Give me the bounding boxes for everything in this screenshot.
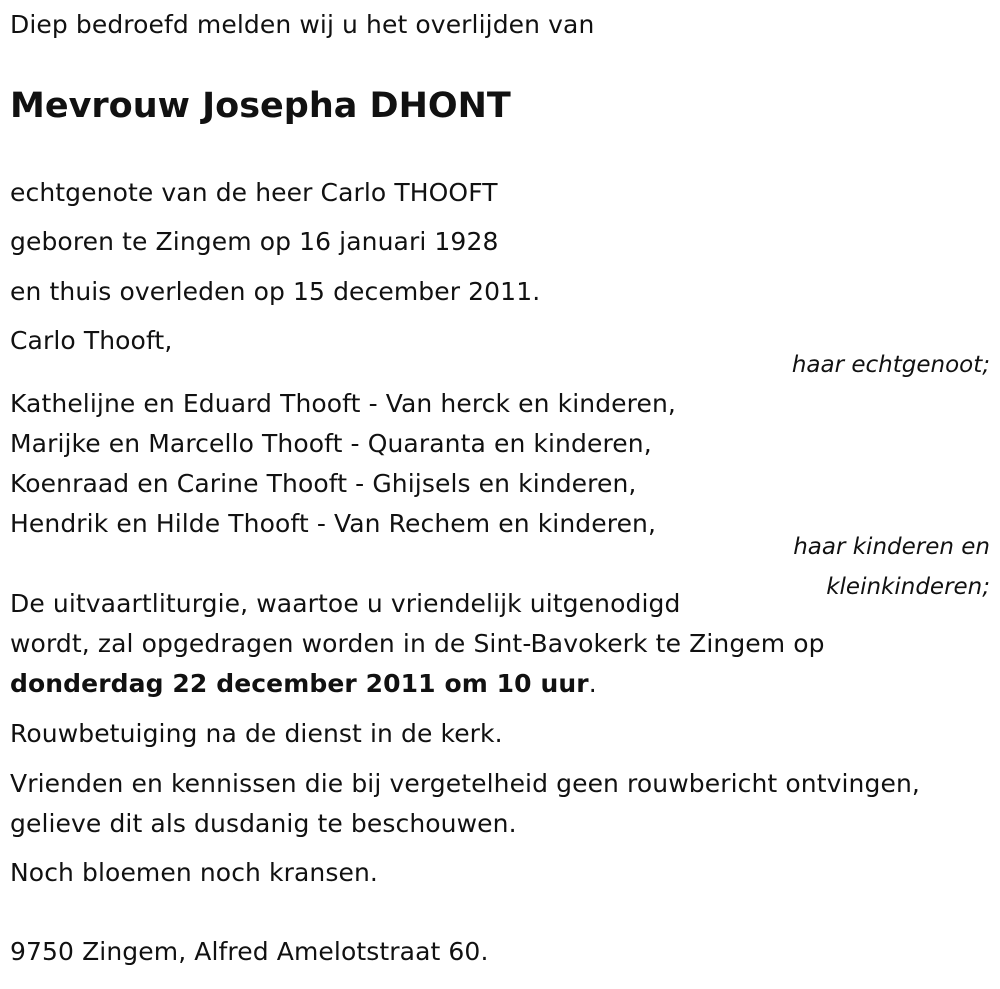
intro-text: Diep bedroefd melden wij u het overlijden van	[10, 10, 595, 39]
detail-spouse: echtgenote van de heer Carlo THOOFT	[10, 178, 498, 207]
detail-birth: geboren te Zingem op 16 januari 1928	[10, 227, 499, 256]
notice-line-1: Vrienden en kennissen die bij vergetelheid geen rouwbericht ontvingen,	[10, 769, 920, 798]
spouse-name: Carlo Thooft,	[10, 326, 173, 355]
deceased-name: Mevrouw Josepha DHONT	[10, 86, 511, 126]
notice-line-2: gelieve dit als dusdanig te beschouwen.	[10, 809, 517, 838]
child-line-4: Hendrik en Hilde Thooft - Van Rechem en kinderen,	[10, 509, 657, 538]
child-line-3: Koenraad en Carine Thooft - Ghijsels en kinderen,	[10, 469, 637, 498]
funeral-line-1: De uitvaartliturgie, waartoe u vriendelijk uitgenodigd	[10, 589, 681, 618]
funeral-line-2: wordt, zal opgedragen worden in de Sint-Bavokerk te Zingem op	[10, 629, 825, 658]
funeral-date-suffix: .	[588, 669, 597, 698]
spouse-relation: haar echtgenoot;	[791, 352, 990, 378]
children-relation-line1: haar kinderen en	[793, 534, 990, 560]
funeral-date-line	[10, 664, 597, 704]
address-text: 9750 Zingem, Alfred Amelotstraat 60.	[10, 937, 489, 966]
condolences-text: Rouwbetuiging na de dienst in de kerk.	[10, 719, 503, 748]
funeral-date-time: donderdag 22 december 2011 om 10 uur	[10, 669, 589, 698]
child-line-2: Marijke en Marcello Thooft - Quaranta en kinderen,	[10, 429, 652, 458]
children-relation-line2: kleinkinderen;	[826, 574, 990, 600]
child-line-1: Kathelijne en Eduard Thooft - Van herck en kinderen,	[10, 389, 676, 418]
flowers-text: Noch bloemen noch kransen.	[10, 858, 378, 887]
detail-death: en thuis overleden op 15 december 2011.	[10, 277, 541, 306]
